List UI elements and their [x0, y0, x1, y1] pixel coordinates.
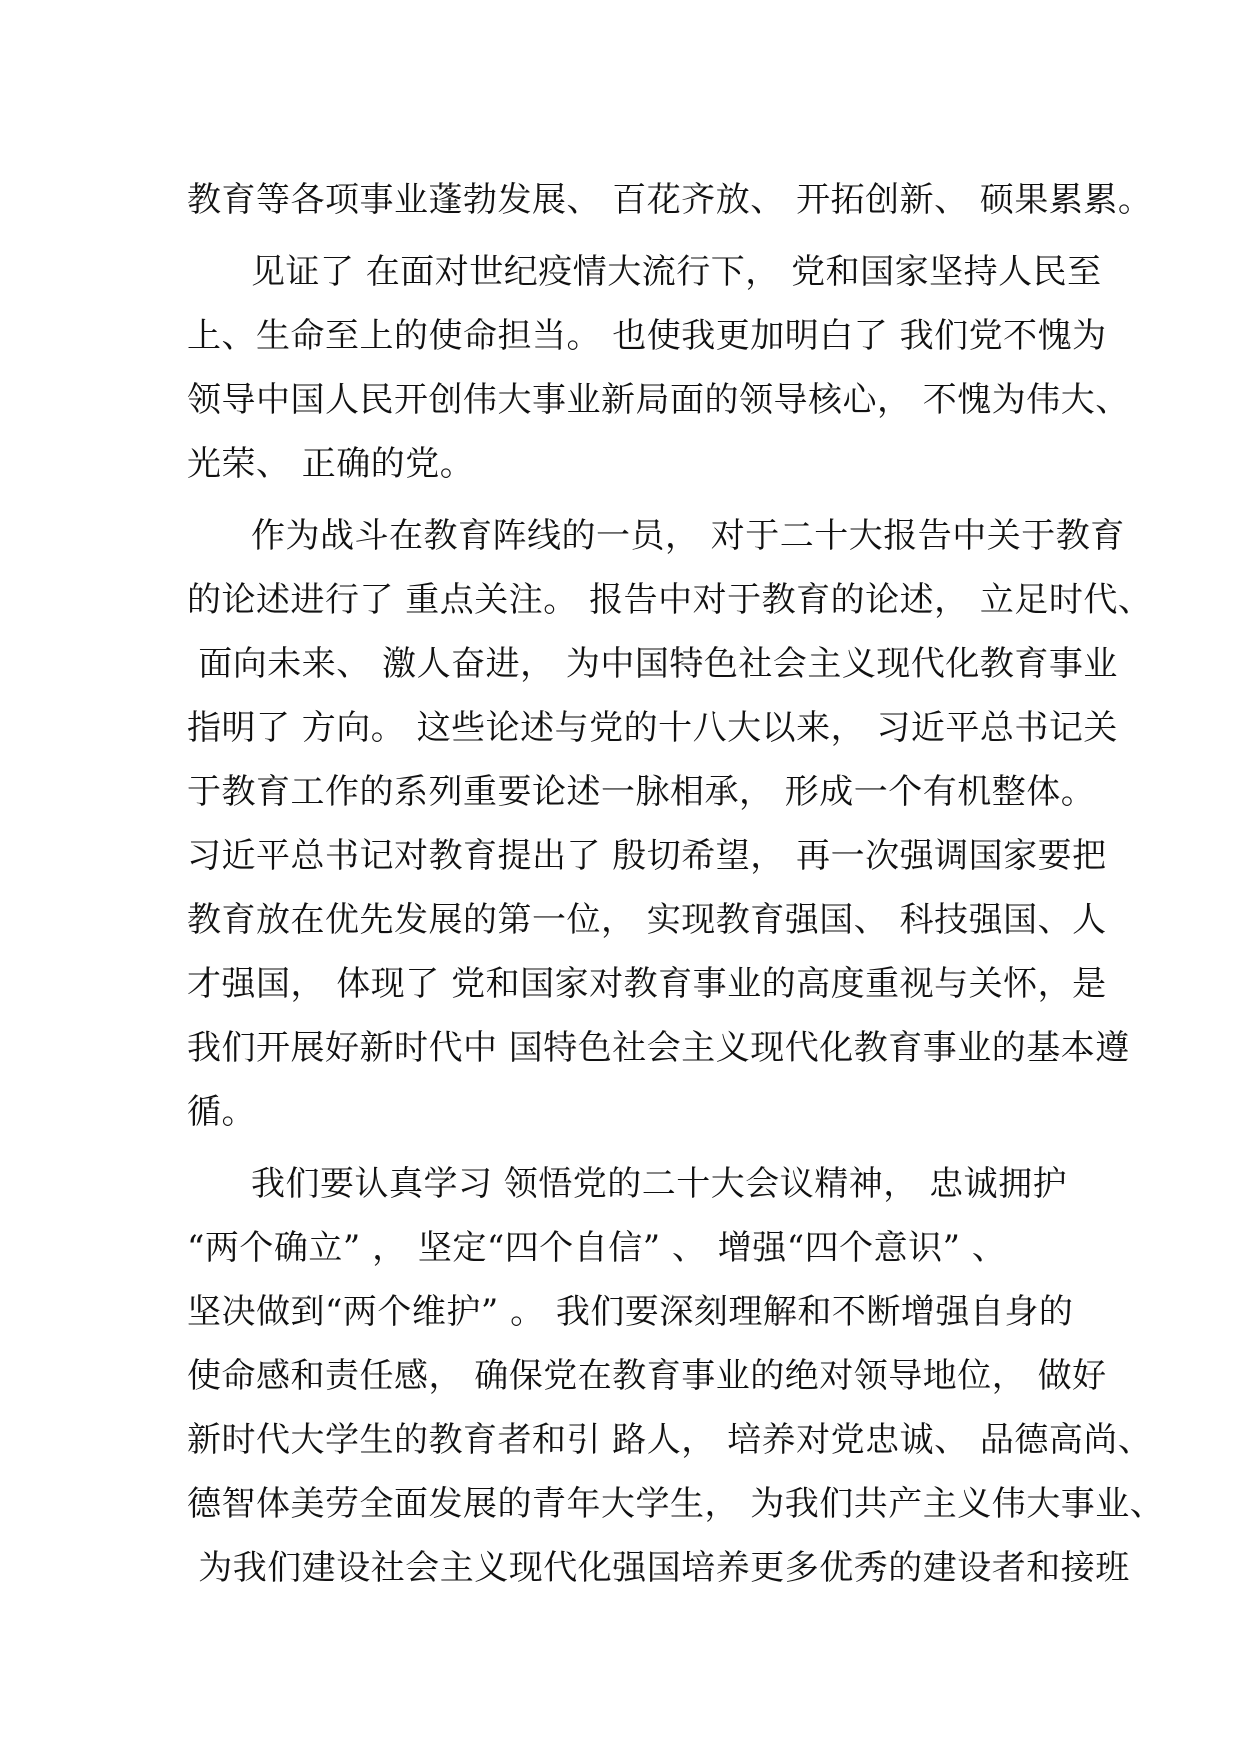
text-line: 面向未来、 激人奋进， 为中国特色社会主义现代化教育事业	[187, 644, 1118, 684]
paragraph	[187, 1152, 1165, 1600]
text-line: 德智体美劳全面发展的青年大学生， 为我们共产主义伟大事业、	[187, 1484, 1165, 1524]
body-text	[187, 168, 1165, 1600]
text-line: 才强国， 体现了 党和国家对教育事业的高度重视与关怀，是	[187, 964, 1107, 1004]
text-line: 上、生命至上的使命担当。 也使我更加明白了 我们党不愧为	[187, 316, 1107, 356]
text-line: 教育等各项事业蓬勃发展、 百花齐放、 开拓创新、 硕果累累。	[187, 180, 1153, 220]
text-line: 教育放在优先发展的第一位， 实现教育强国、 科技强国、人	[187, 900, 1107, 940]
paragraph	[187, 240, 1130, 496]
text-line: 使命感和责任感， 确保党在教育事业的绝对领导地位， 做好	[187, 1356, 1107, 1396]
paragraph	[187, 168, 1153, 232]
text-line: 于教育工作的系列重要论述一脉相承， 形成一个有机整体。	[187, 772, 1096, 812]
text-line: 习近平总书记对教育提出了 殷切希望， 再一次强调国家要把	[187, 836, 1107, 876]
text-line: 指明了 方向。 这些论述与党的十八大以来， 习近平总书记关	[187, 708, 1118, 748]
text-line: “两个确立” ， 坚定“四个自信” 、 增强“四个意识” 、	[187, 1228, 1007, 1268]
text-line: 见证了 在面对世纪疫情大流行下， 党和国家坚持人民至	[251, 252, 1102, 292]
text-line: 领导中国人民开创伟大事业新局面的领导核心， 不愧为伟大、	[187, 380, 1130, 420]
paragraph	[187, 504, 1153, 1144]
text-line: 坚决做到“两个维护” 。 我们要深刻理解和不断增强自身的	[187, 1292, 1074, 1332]
text-line: 为我们建设社会主义现代化强国培养更多优秀的建设者和接班	[187, 1548, 1130, 1588]
text-line: 循。	[187, 1092, 256, 1132]
text-line: 作为战斗在教育阵线的一员， 对于二十大报告中关于教育	[251, 516, 1125, 556]
text-line: 我们要认真学习 领悟党的二十大会议精神， 忠诚拥护	[251, 1164, 1068, 1204]
text-line: 的论述进行了 重点关注。 报告中对于教育的论述， 立足时代、	[187, 580, 1153, 620]
text-line: 新时代大学生的教育者和引 路人， 培养对党忠诚、 品德高尚、	[187, 1420, 1153, 1460]
text-line: 我们开展好新时代中 国特色社会主义现代化教育事业的基本遵	[187, 1028, 1130, 1068]
text-line: 光荣、 正确的党。	[187, 444, 475, 484]
